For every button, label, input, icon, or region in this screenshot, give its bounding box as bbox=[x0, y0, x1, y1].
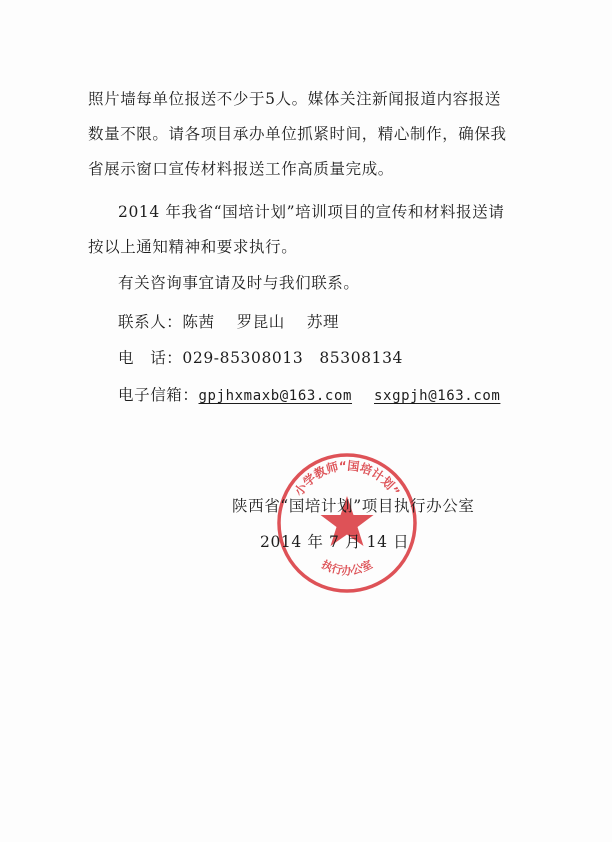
paragraph-line: 按以上通知精神和要求执行。 bbox=[88, 238, 298, 256]
contact-name: 罗昆山 bbox=[236, 313, 285, 331]
paragraph-line: 数量不限。请各项目承办单位抓紧时间，精心制作，确保我 bbox=[88, 125, 507, 143]
phone-number: 029-85308013 bbox=[182, 349, 304, 367]
paragraph-line: 有关咨询事宜请及时与我们联系。 bbox=[118, 274, 360, 292]
phone-label: 电 话： bbox=[118, 349, 183, 367]
contact-persons bbox=[118, 310, 339, 332]
seal-text-bottom: 执行办公室 bbox=[319, 557, 375, 578]
email-link[interactable]: sxgpjh@163.com bbox=[374, 388, 501, 404]
official-seal bbox=[272, 448, 422, 598]
paragraph-line: 省展示窗口宣传材料报送工作高质量完成。 bbox=[88, 160, 394, 178]
contact-label: 联系人： bbox=[118, 313, 183, 331]
issue-date: 2014 年 7 月 14 日 bbox=[260, 533, 410, 551]
email-label: 电子信箱： bbox=[118, 386, 199, 404]
issuing-organization: 陕西省“国培计划”项目执行办公室 bbox=[232, 497, 475, 515]
seal-text-top: 小学教师“国培计划” bbox=[291, 458, 403, 499]
contact-emails bbox=[118, 383, 500, 405]
contact-name: 陈茜 bbox=[182, 313, 215, 331]
paragraph-line: 照片墙每单位报送不少于5人。媒体关注新闻报道内容报送 bbox=[88, 90, 501, 108]
phone-number: 85308134 bbox=[319, 349, 404, 367]
email-link[interactable]: gpjhxmaxb@163.com bbox=[198, 388, 353, 404]
paragraph-line: 2014 年我省“国培计划”培训项目的宣传和材料报送请 bbox=[118, 203, 505, 221]
contact-phones bbox=[118, 346, 403, 368]
contact-name: 苏理 bbox=[306, 313, 340, 331]
